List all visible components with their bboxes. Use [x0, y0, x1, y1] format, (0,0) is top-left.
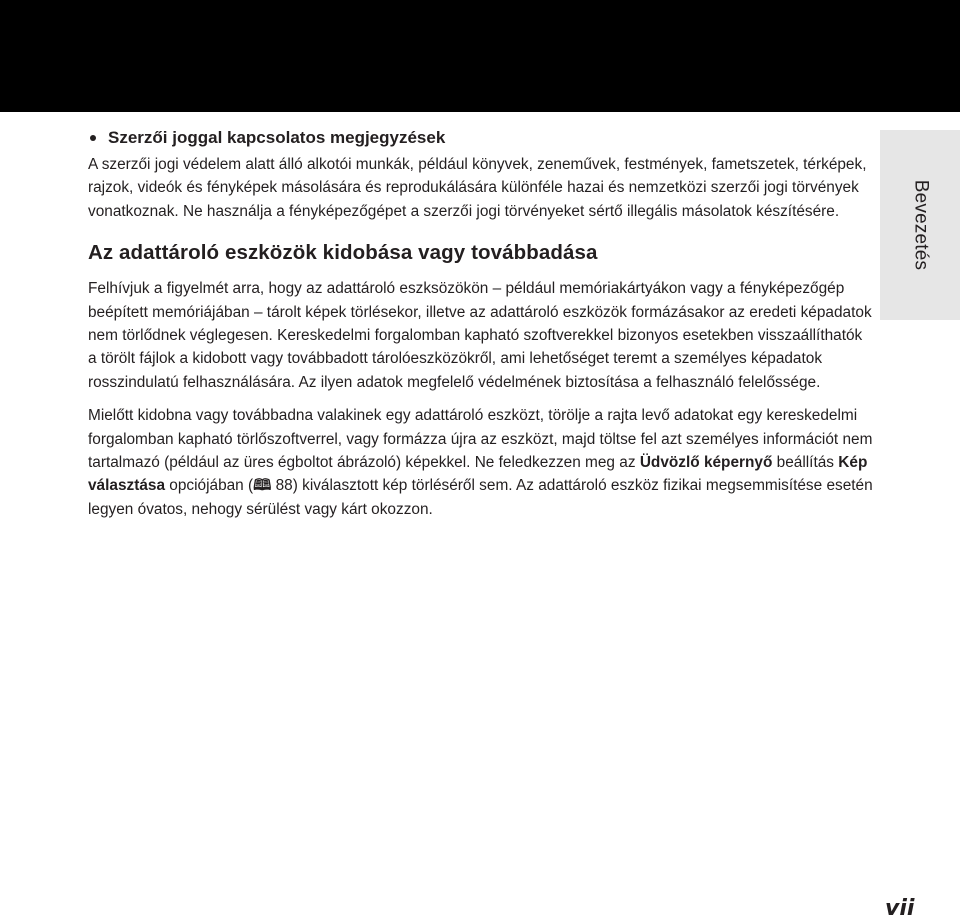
disposal-paragraph-2 [88, 404, 874, 521]
disposal-p2-part3: opciójában ( [165, 477, 254, 495]
bullet-icon [90, 135, 96, 141]
page-number: vii [885, 896, 915, 921]
disposal-heading: Az adattároló eszközök kidobása vagy továbbadása [88, 241, 598, 265]
page-content [88, 124, 874, 521]
book-reference-icon: 🕮 [253, 477, 272, 495]
copyright-heading [88, 124, 874, 152]
section-tab-label: Bevezetés [910, 179, 931, 271]
top-black-bar [0, 0, 960, 112]
select-image-term: Kép választása [88, 454, 868, 495]
disposal-p2-part4: ) kiválasztott kép törléséről sem. Az adattároló eszköz fizikai megsemmisítése esetén legyen óvatos, nehogy sérülést vagy kárt okozzon. [88, 477, 873, 518]
disposal-p2-part1: Mielőtt kidobna vagy továbbadna valakinek egy adattároló eszközt, törölje a rajta levő adatokat egy kereskedelmi forgalomban kapható törlőszoftverrel, vagy formázza újra az eszközt, majd töltse fel azt személyes információt nem tartalmazó (például az üres égboltot ábrázoló) képekkel. Ne feledkezzen meg az [88, 407, 873, 472]
copyright-heading-text: Szerzői joggal kapcsolatos megjegyzések [108, 128, 446, 147]
copyright-paragraph: A szerzői jogi védelem alatt álló alkotói munkák, például könyvek, zeneművek, festmények, fametszetek, térképek, rajzok, videók és fényképek másolására és reprodukálására különféle hazai és nemzetközi szerzői jogi törvények vonatkoznak. Ne használja a fényképezőgépet a szerzői jogi törvényeket sértő illegális másolatok készítésére. [88, 156, 867, 220]
section-tab-label-wrap [880, 130, 960, 320]
disposal-p2-part2: beállítás [772, 454, 839, 472]
disposal-paragraph-1: Felhívjuk a figyelmét arra, hogy az adattároló eszksözökön – például memóriakártyákon vagy a fényképezőgép beépített memóriájában – tárolt képek törlésekor, illetve az adattároló eszközök formázásakor az eredeti képadatok nem törlődnek véglegesen. Kereskedelmi forgalomban kapható szoftverekkel bizonyos esetekben visszaállíthatók a törölt fájlok a kidobott vagy továbbadott tárolóeszközökről, ami lehetőséget teremt a személyes képadatok rosszindulatú felhasználására. Az ilyen adatok megfelelő védelmének biztosítása a felhasználó felelőssége. [88, 280, 872, 391]
page-reference: 88 [271, 477, 293, 495]
welcome-screen-term: Üdvözlő képernyő [639, 454, 773, 472]
